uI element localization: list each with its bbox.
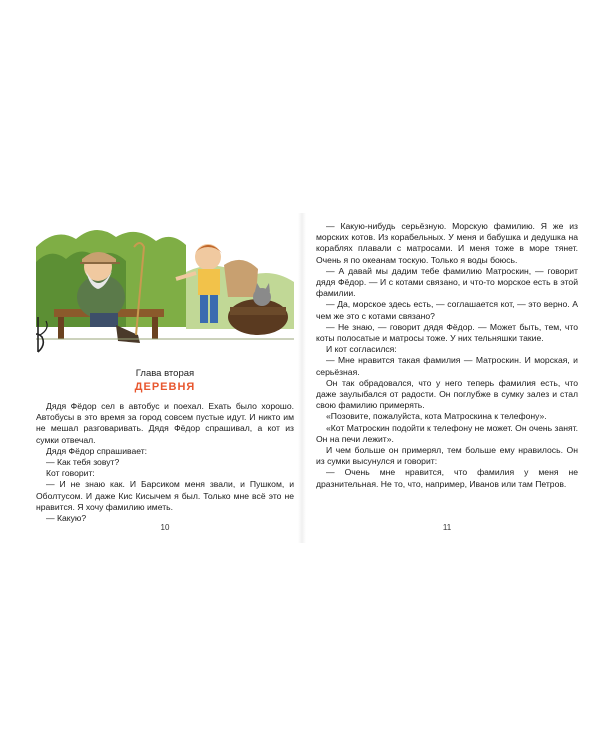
paragraph: — Очень мне нравится, что фамилия у меня не дразнительная. Не то, что, например, Иванов или там Петров. [316, 467, 578, 489]
paragraph: «Кот Матроскин подойти к телефону не может. Он очень занят. Он на печи лежит». [316, 422, 578, 444]
book-gutter [298, 213, 306, 543]
right-page-text [316, 221, 578, 490]
paragraph: — Не знаю, — говорит дядя Фёдор. — Может быть, тем, что коты полосатые и матросы тоже. У них тельняшки такие. [316, 321, 578, 344]
chapter-label: Глава вторая [135, 368, 195, 379]
paragraph: Кот говорит: [46, 468, 95, 479]
paragraph: «Позовите, пожалуйста, кота Матроскина к телефону». [326, 411, 547, 422]
paragraph: И кот согласился: [326, 344, 397, 355]
left-page [36, 205, 294, 550]
book-spread [20, 205, 580, 550]
paragraph: — Как тебя зовут? [46, 457, 120, 468]
right-page [316, 205, 578, 550]
paragraph: — И не знаю как. И Барсиком меня звали, и Пушком, и Оболтусом. И даже Кис Кисычем я был. Только мне всё это не нравится. Я хочу фамилию иметь. [36, 479, 294, 512]
paragraph: — Какую? [46, 513, 87, 524]
paragraph: Дядя Фёдор сел в автобус и поехал. Ехать было хорошо. Автобусы в это время за город совсем пустые идут. И никто им не мешал разговаривать. Дядя Фёдор спрашивал, а кот из сумки отвечал. [36, 401, 294, 445]
left-page-text [36, 401, 294, 524]
chapter-illustration [36, 217, 294, 357]
paragraph: — А давай мы дадим тебе фамилию Матроскин, — говорит дядя Фёдор. — И с котами связано, и что-то морское есть в этой фамилии. [316, 265, 578, 299]
paragraph: Дядя Фёдор спрашивает: [46, 445, 148, 456]
page-number: 10 [160, 523, 170, 532]
paragraph: Он так обрадовался, что у него теперь фамилия есть, что даже заулыбался от радости. Он поглубже в сумку залез и стал свою фамилию примерять. [316, 377, 578, 411]
paragraph: — Да, морское здесь есть, — соглашается кот, — это верно. А чем же это с котами связано? [316, 299, 578, 321]
illustration-drawing [36, 217, 294, 357]
paragraph: — Какую-нибудь серьёзную. Морскую фамилию. Я же из морских котов. Из корабельных. У меня и бабушка и дедушка на кораблях плавали с матросами. И меня тоже в море тянет. Очень я по океанам тоскую. Только я воды боюсь. [316, 221, 578, 265]
paragraph: И чем больше он примерял, тем больше ему нравилось. Он из сумки высунулся и говорит: [316, 445, 578, 467]
page-number: 11 [442, 523, 452, 532]
paragraph: — Мне нравится такая фамилия — Матроскин. И морская, и серьёзная. [316, 355, 578, 377]
chapter-title: ДЕРЕВНЯ [134, 381, 196, 393]
